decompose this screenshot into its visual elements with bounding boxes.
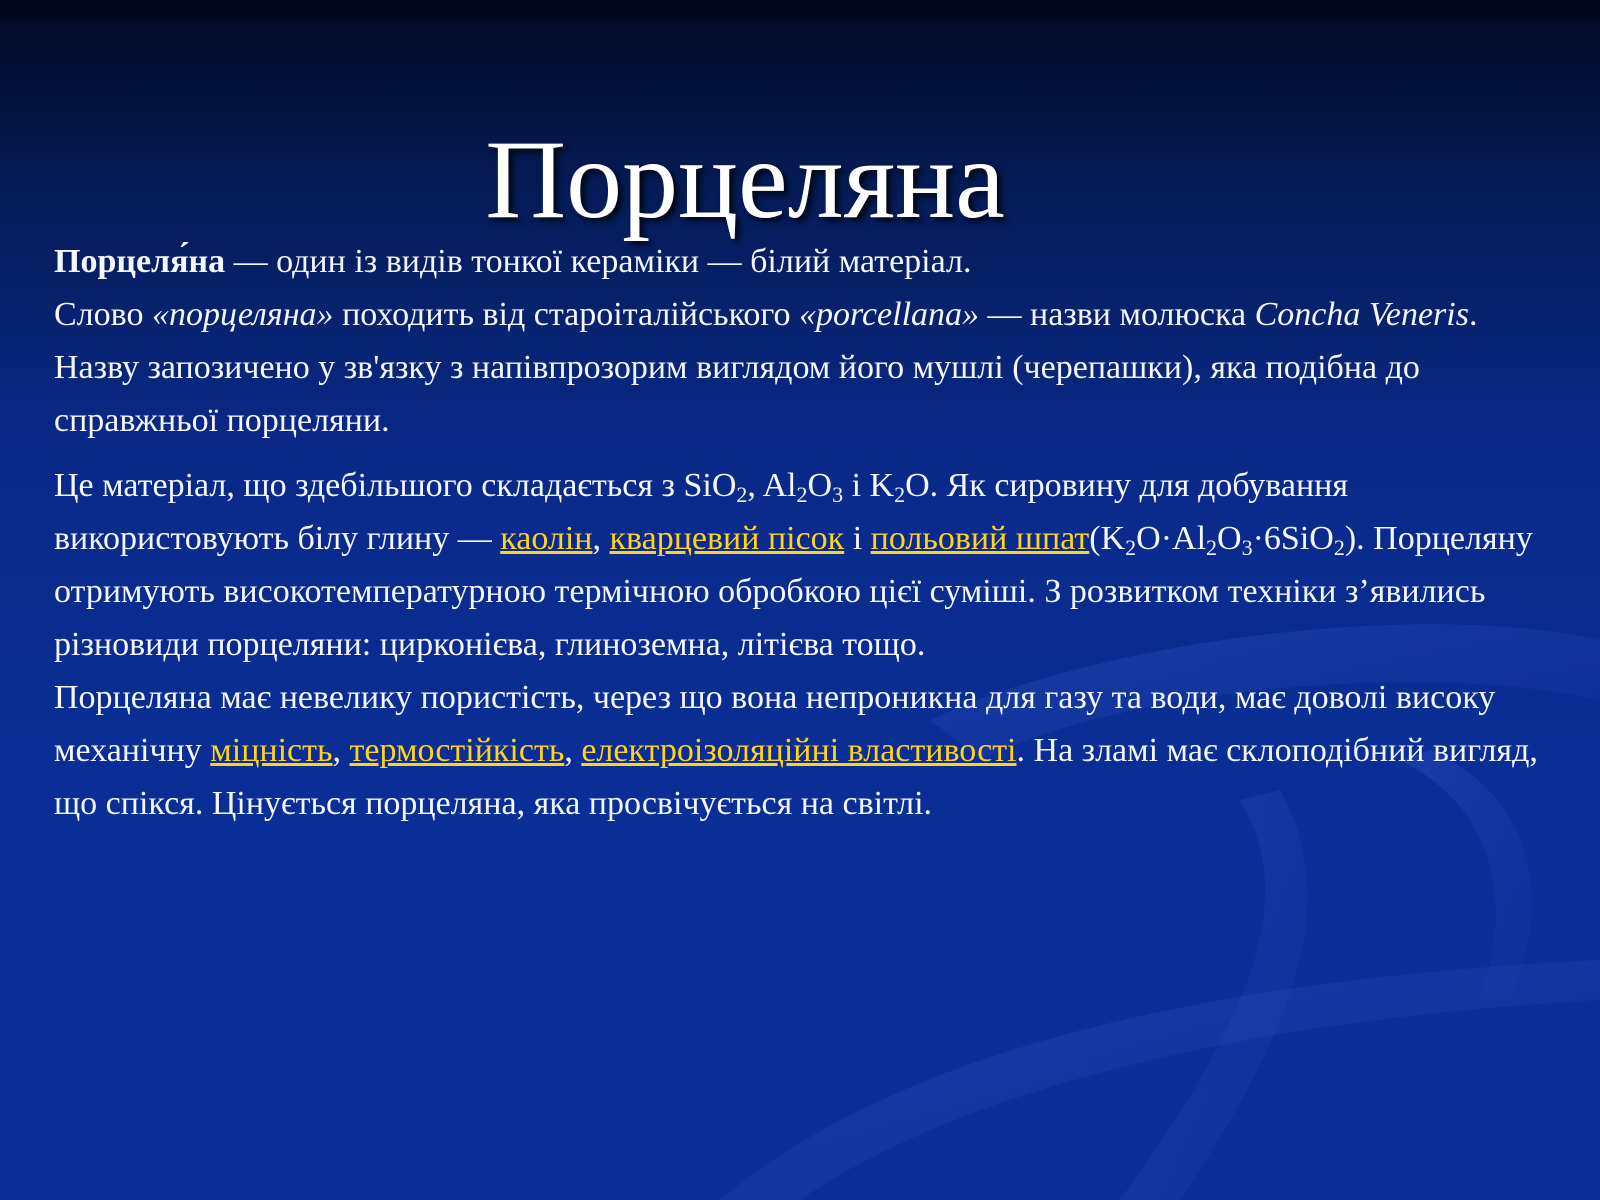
text: походить від староіталійського (333, 296, 799, 333)
text: , (564, 732, 582, 769)
text: Це матеріал, що здебільшого складається з Si (54, 467, 712, 504)
paragraph-definition (54, 235, 1554, 288)
formula-text: O (1217, 520, 1242, 557)
text: . На зламі має склоподібний вигляд, що спікся. Цінується порцеляна, яка просвічується на світлі. (54, 732, 1538, 822)
text: Слово (54, 296, 152, 333)
text: , Al (747, 467, 797, 504)
text: і (844, 520, 871, 557)
formula-text: O·Al (1136, 520, 1207, 557)
text: O. Як сировину для добування використовують білу глину — (54, 467, 1348, 557)
term-bold: Порцеля́на (54, 243, 226, 280)
link-kaolin[interactable]: каолін (500, 520, 593, 557)
paragraph-etymology (54, 288, 1554, 447)
subscript: 2 (736, 482, 748, 507)
text: O (711, 467, 737, 504)
link-quartz-sand[interactable]: кварцевий пісок (609, 520, 845, 557)
text: . Назву запозичено у зв'язку з напівпрозорим виглядом його мушлі (черепашки), яка подібна до справжньої порцеляни. (54, 296, 1478, 439)
text: і K (843, 467, 895, 504)
italic-latin-name: Concha Veneris (1254, 296, 1469, 333)
italic-word-it: «porcellana» (798, 296, 980, 333)
text: , (592, 520, 610, 557)
subscript: 3 (1241, 535, 1253, 560)
link-insulating-properties[interactable]: електроізоляційні властивості (581, 732, 1017, 769)
slide-body (54, 235, 1554, 830)
text: O (807, 467, 833, 504)
text: — назви молюска (979, 296, 1255, 333)
subscript: 2 (1206, 535, 1218, 560)
subscript: 2 (894, 482, 906, 507)
italic-word-ua: «порцеляна» (151, 296, 334, 333)
paragraph-properties (54, 671, 1554, 830)
text: ). Порцеляну отримують високотемпературною термічною обробкою цієї суміші. З розвитком техніки з’явились різновиди порцеляни: цирконієва, глиноземна, літієва тощо. (54, 520, 1533, 663)
definition-text: — один із видів тонкої кераміки — білий матеріал. (225, 243, 972, 280)
subscript: 2 (1333, 535, 1345, 560)
link-thermal-resistance[interactable]: термостійкість (349, 732, 565, 769)
text: Порцеляна має невелику пористість, через що вона непроникна для газу та води, має доволі високу механічну (54, 679, 1496, 769)
formula-text: ·6SiO (1252, 520, 1334, 557)
subscript: 2 (1125, 535, 1137, 560)
link-strength[interactable]: міцність (210, 732, 333, 769)
formula-text: (K (1089, 520, 1126, 557)
text: , (332, 732, 350, 769)
slide-title: Порцеляна (485, 118, 1005, 242)
link-feldspar[interactable]: польовий шпат (870, 520, 1090, 557)
paragraph-composition (54, 459, 1554, 671)
subscript: 3 (832, 482, 844, 507)
subscript: 2 (796, 482, 808, 507)
